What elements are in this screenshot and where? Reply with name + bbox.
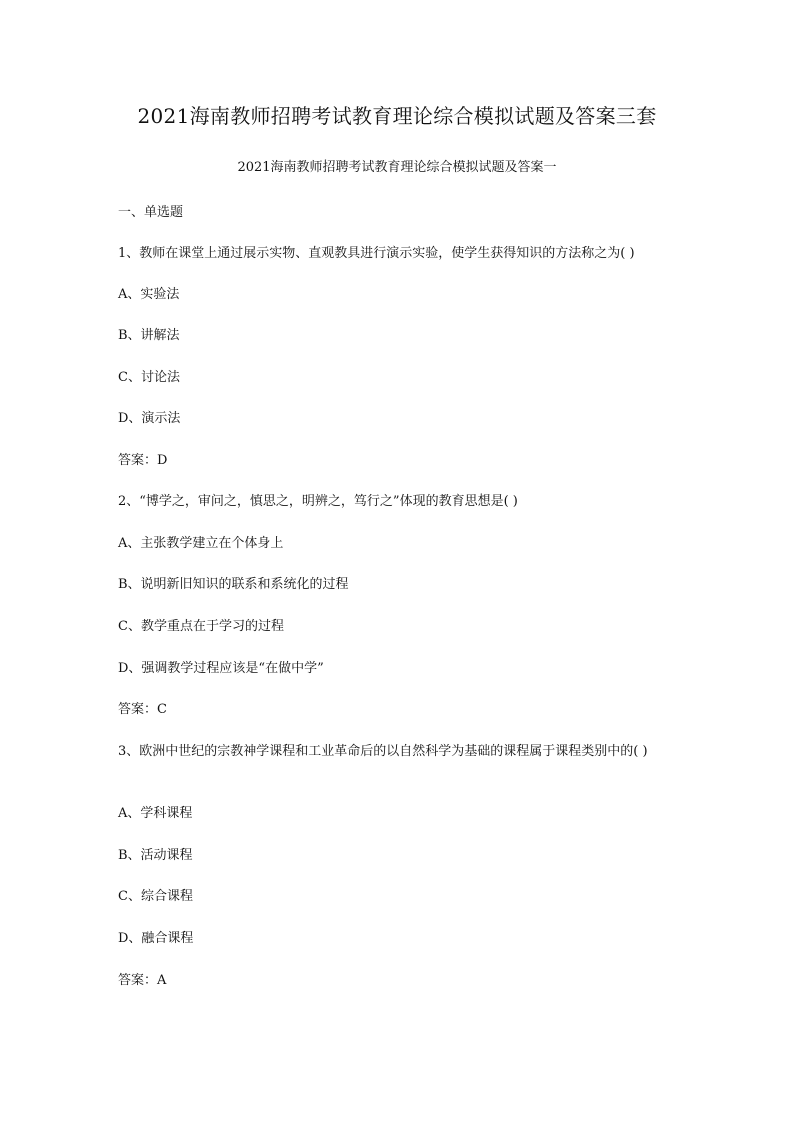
question-1-option-c: C、讨论法 <box>118 370 180 385</box>
question-3-option-b: B、活动课程 <box>118 848 193 863</box>
question-2-option-a: A、主张教学建立在个体身上 <box>118 536 284 551</box>
question-2-option-d: D、强调教学过程应该是“在做中学” <box>118 661 324 676</box>
question-1-answer: 答案：D <box>118 453 168 468</box>
question-1-option-a: A、实验法 <box>118 287 180 302</box>
document-subtitle: 2021海南教师招聘考试教育理论综合模拟试题及答案一 <box>237 160 557 175</box>
question-1-option-d: D、演示法 <box>118 411 181 426</box>
question-2-stem: 2、“博学之，审问之，慎思之，明辨之，笃行之”体现的教育思想是( ) <box>118 494 518 509</box>
question-2-option-b: B、说明新旧知识的联系和系统化的过程 <box>118 577 349 592</box>
question-3-option-c: C、综合课程 <box>118 889 193 904</box>
question-1-stem: 1、教师在课堂上通过展示实物、直观教具进行演示实验，使学生获得知识的方法称之为( ) <box>118 246 635 261</box>
document-title: 2021海南教师招聘考试教育理论综合模拟试题及答案三套 <box>137 104 657 128</box>
question-3-option-d: D、融合课程 <box>118 931 194 946</box>
question-2-answer: 答案：C <box>118 702 167 717</box>
question-1-option-b: B、讲解法 <box>118 328 180 343</box>
question-2-option-c: C、教学重点在于学习的过程 <box>118 619 284 634</box>
question-3-stem: 3、欧洲中世纪的宗教神学课程和工业革命后的以自然科学为基础的课程属于课程类别中的( ) <box>118 744 648 759</box>
question-3-option-a: A、学科课程 <box>118 806 193 821</box>
section-heading: 一、单选题 <box>118 205 184 220</box>
question-3-answer: 答案：A <box>118 973 167 988</box>
